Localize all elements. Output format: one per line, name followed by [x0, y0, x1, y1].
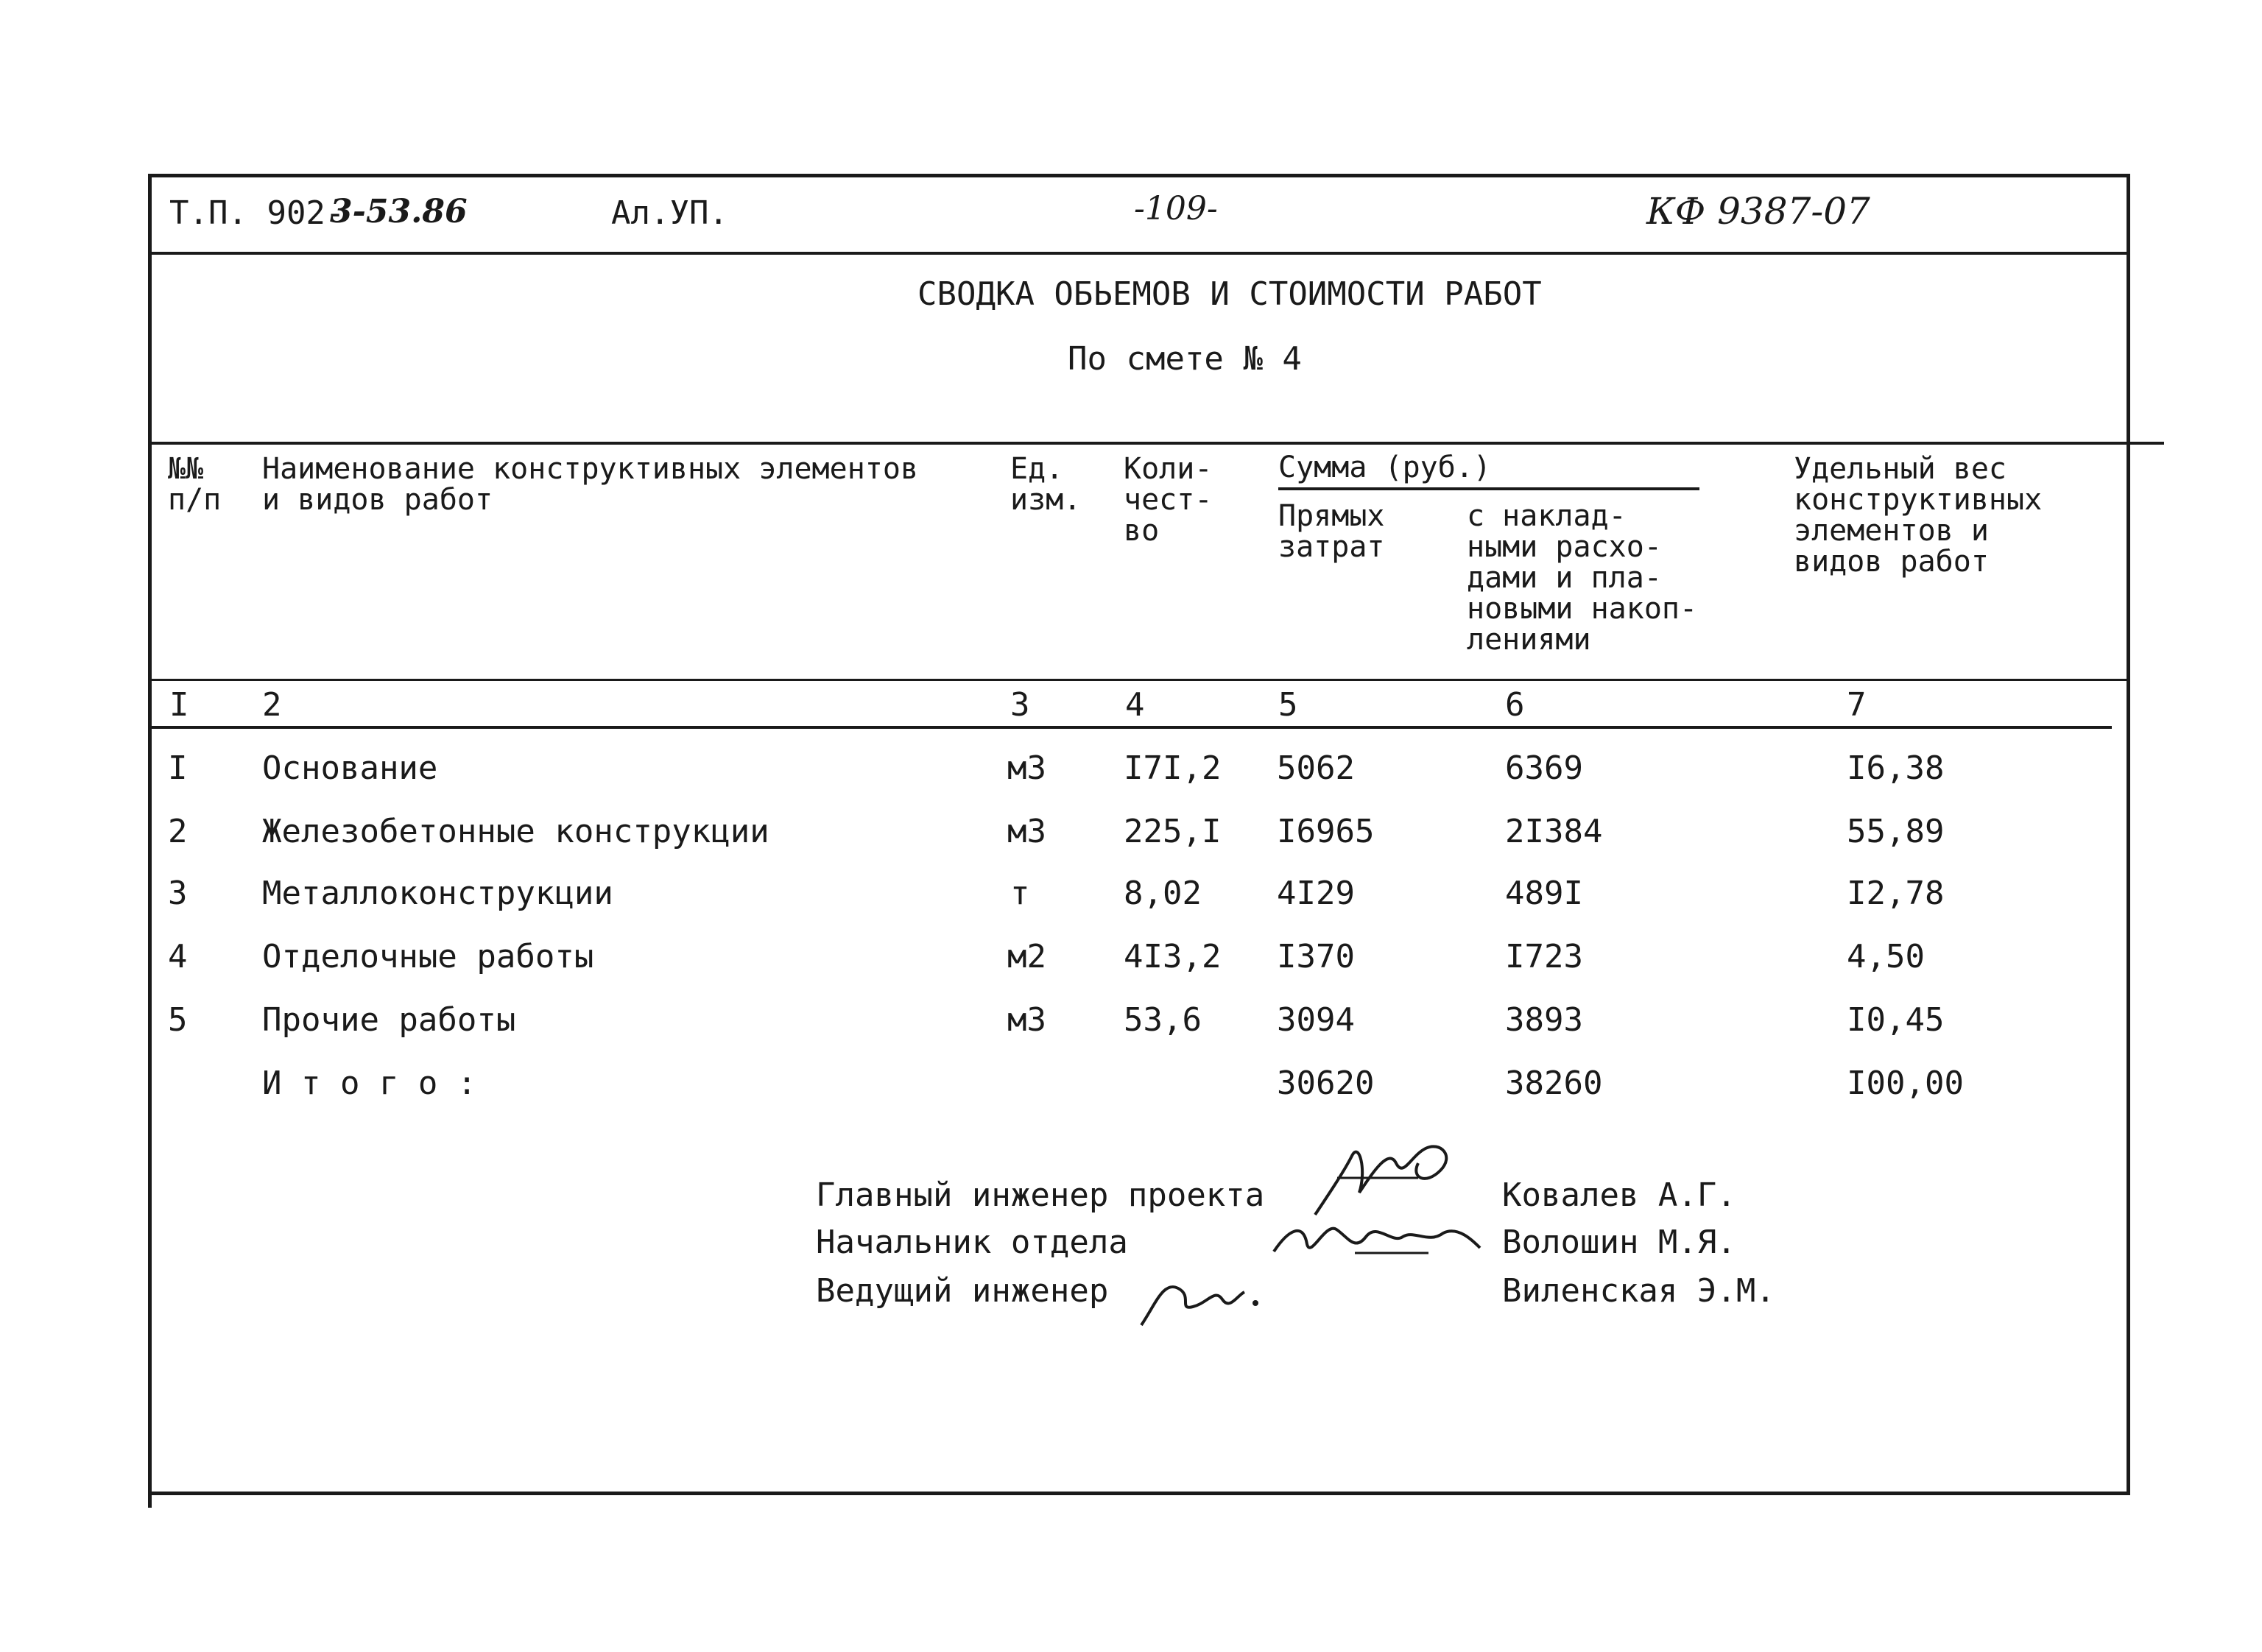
total-overhead: 38260	[1505, 1065, 1603, 1102]
row-overhead: 2I384	[1505, 813, 1603, 850]
row-weight: 55,89	[1847, 813, 1945, 850]
row-num: 5	[168, 1001, 188, 1039]
row-name: Прочие работы	[262, 1001, 516, 1039]
header-unit: Ед. изм.	[1010, 452, 1082, 517]
header-divider	[149, 252, 2130, 255]
row-direct: 4I29	[1277, 875, 1355, 912]
row-qty: 4I3,2	[1124, 938, 1222, 975]
signature-name: Виленская Э.М.	[1502, 1272, 1775, 1310]
column-number: I	[169, 686, 189, 724]
row-qty: 53,6	[1124, 1001, 1202, 1039]
row-weight: 4,50	[1847, 938, 1925, 975]
frame-right	[2127, 175, 2130, 1492]
signature-name: Волошин М.Я.	[1502, 1224, 1736, 1261]
total-label: И т о г о :	[262, 1065, 477, 1102]
sum-underline	[1278, 487, 1699, 490]
column-number: 2	[262, 686, 282, 724]
row-num: 4	[168, 938, 188, 975]
page-number: -109-	[1134, 190, 1218, 227]
header-num: №№ п/п	[168, 452, 222, 517]
signature-mark	[1266, 1207, 1487, 1266]
header-overhead: с наклад- ными расхо- дами и пла- новыми накоп- лениями	[1467, 499, 1698, 657]
page-title: СВОДКА ОБЬЕМОВ И СТОИМОСТИ РАБОТ	[917, 275, 1542, 313]
total-weight: I00,00	[1847, 1065, 1964, 1102]
table-top-line	[149, 442, 2164, 445]
row-direct: I370	[1277, 938, 1355, 975]
column-number: 5	[1278, 686, 1298, 724]
row-overhead: 3893	[1505, 1001, 1583, 1039]
row-qty: 8,02	[1124, 875, 1202, 912]
frame-top	[149, 174, 2130, 177]
row-unit: т	[1010, 875, 1030, 912]
page-subtitle: По смете № 4	[1068, 340, 1302, 378]
row-weight: I2,78	[1847, 875, 1945, 912]
doc-code: КФ 9387-07	[1646, 190, 1870, 233]
signature-name: Ковалев А.Г.	[1502, 1176, 1736, 1214]
signature-mark	[1134, 1266, 1266, 1332]
row-unit: м3	[1007, 813, 1046, 850]
header-name: Наименование конструктивных элементов и видов работ	[262, 452, 919, 517]
header-sum: Сумма (руб.)	[1278, 451, 1491, 484]
row-weight: I0,45	[1847, 1001, 1945, 1039]
row-direct: 5062	[1277, 749, 1355, 787]
column-number: 6	[1505, 686, 1525, 724]
row-name: Основание	[262, 749, 438, 787]
row-unit: м3	[1007, 1001, 1046, 1039]
signature-role: Ведущий инженер	[816, 1272, 1109, 1310]
column-number-bottom-line	[152, 726, 2112, 729]
signature-role: Главный инженер проекта	[816, 1176, 1265, 1214]
header-qty: Коли- чест- во	[1124, 452, 1213, 548]
row-qty: I7I,2	[1124, 749, 1222, 787]
row-num: I	[168, 749, 188, 787]
column-number-top-line	[152, 679, 2127, 681]
row-direct: 3094	[1277, 1001, 1355, 1039]
row-qty: 225,I	[1124, 813, 1222, 850]
row-overhead: I723	[1505, 938, 1583, 975]
row-overhead: 489I	[1505, 875, 1583, 912]
column-number: 7	[1847, 686, 1867, 724]
signature-role: Начальник отдела	[816, 1224, 1128, 1261]
frame-bottom	[149, 1492, 2130, 1495]
album-label: Ал.УП.	[611, 194, 728, 232]
tp-label: Т.П. 902-	[169, 194, 345, 232]
row-weight: I6,38	[1847, 749, 1945, 787]
tp-handwritten: 3-53.86	[330, 193, 468, 230]
row-num: 2	[168, 813, 188, 850]
header-weight: Удельный вес конструктивных элементов и видов работ	[1794, 452, 2043, 579]
header-direct: Прямых затрат	[1278, 499, 1385, 564]
row-name: Отделочные работы	[262, 938, 594, 975]
column-number: 3	[1010, 686, 1030, 724]
row-name: Железобетонные конструкции	[262, 813, 769, 850]
row-unit: м3	[1007, 749, 1046, 787]
row-name: Металлоконструкции	[262, 875, 613, 912]
row-unit: м2	[1007, 938, 1046, 975]
column-number: 4	[1125, 686, 1145, 724]
total-direct: 30620	[1277, 1065, 1375, 1102]
frame-left	[148, 174, 152, 1508]
row-num: 3	[168, 875, 188, 912]
row-overhead: 6369	[1505, 749, 1583, 787]
row-direct: I6965	[1277, 813, 1375, 850]
